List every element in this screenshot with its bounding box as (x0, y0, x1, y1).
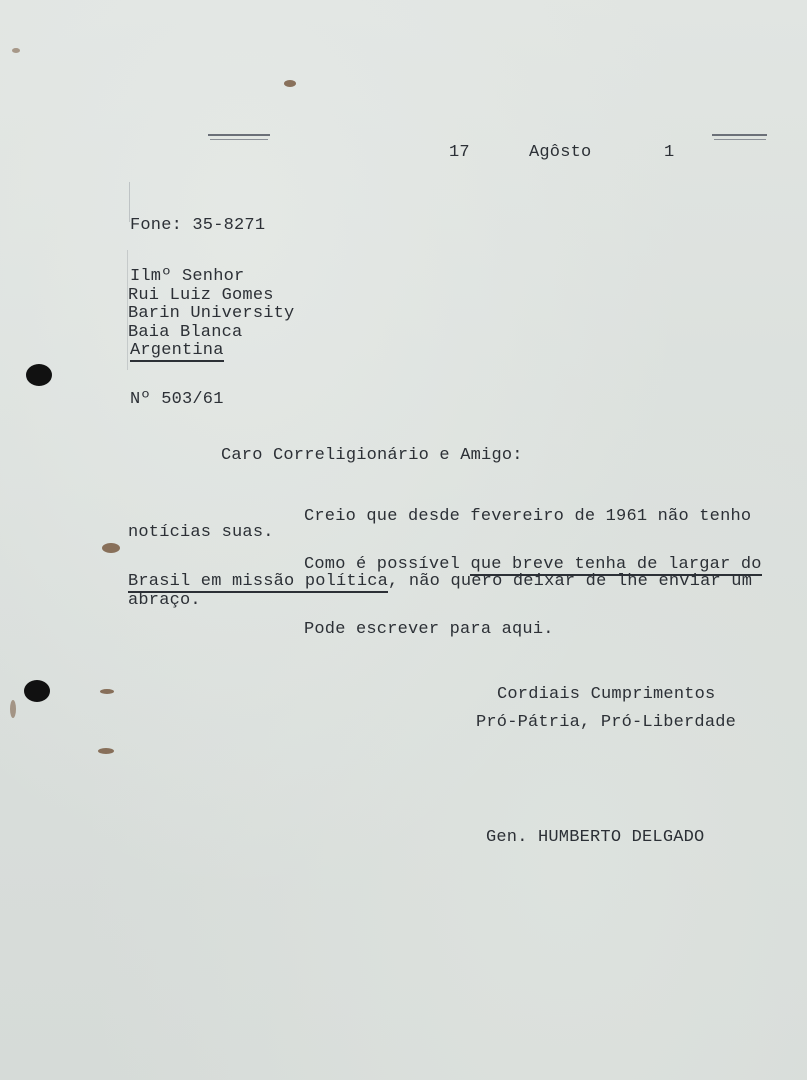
reference-number: Nº 503/61 (130, 390, 224, 409)
body-p2-line1-b-underlined: que breve tenha de largar do (470, 555, 762, 574)
date-year: 1 (664, 143, 675, 162)
recipient-name: Rui Luiz Gomes (128, 286, 274, 305)
recipient-country: Argentina (130, 341, 224, 360)
top-rule-left-2 (210, 139, 268, 140)
body-p1-line2: notícias suas. (128, 523, 274, 542)
stain-spot (100, 689, 114, 694)
recipient-institution: Barin University (128, 304, 295, 323)
top-rule-right-2 (714, 139, 766, 140)
stain-spot (284, 80, 296, 87)
stain-spot (10, 700, 16, 718)
body-p2-line2 (128, 572, 752, 591)
top-rule-right (712, 134, 767, 136)
signature: Gen. HUMBERTO DELGADO (486, 828, 705, 847)
punch-hole-bottom (24, 680, 50, 702)
stain-spot (98, 748, 114, 754)
body-p2-line3: abraço. (128, 591, 201, 610)
closing-line1: Cordiais Cumprimentos (497, 685, 716, 704)
stain-spot (102, 543, 120, 553)
recipient-city: Baia Blanca (128, 323, 243, 342)
body-p1-line1: Creio que desde fevereiro de 1961 não tenho (304, 507, 752, 526)
stain-spot (12, 48, 20, 53)
body-p2-line2-b: , não quero deixar de lhe enviar um (388, 572, 753, 591)
greeting: Caro Correligionário e Amigo: (221, 446, 523, 465)
body-p2-line1-a: Como é possível (304, 555, 471, 574)
body-p3: Pode escrever para aqui. (304, 620, 554, 639)
body-p2-line2-a-underlined: Brasil em missão política (128, 572, 389, 591)
closing-line2: Pró-Pátria, Pró-Liberdade (476, 713, 737, 732)
phone-number: Fone: 35-8271 (130, 216, 266, 235)
top-rule-left (208, 134, 270, 136)
date-month: Agôsto (529, 143, 592, 162)
recipient-salutation: Ilmº Senhor (130, 267, 245, 286)
punch-hole-top (26, 364, 52, 386)
date-day: 17 (449, 143, 470, 162)
